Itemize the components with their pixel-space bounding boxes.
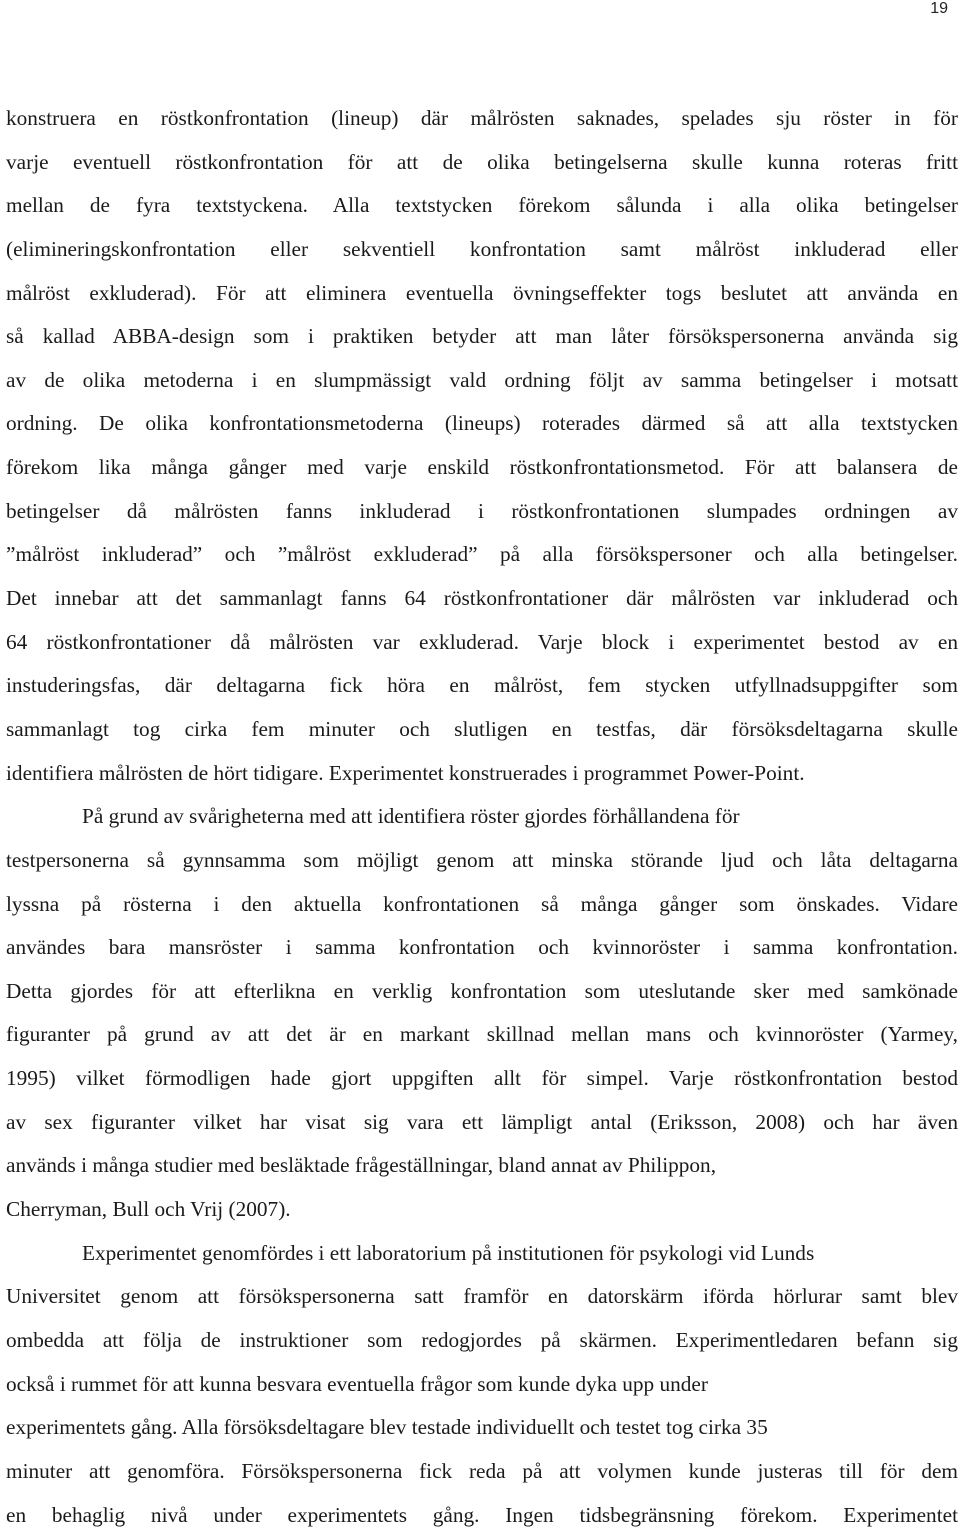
text-line: används i många studier med besläktade frågeställningar, bland annat av Philippon, [6,1144,958,1188]
paragraph-first-line: På grund av svårigheterna med att identifiera röster gjordes förhållandena för [6,795,958,839]
text-line: ”målröst inkluderad” och ”målröst exkluderad” på alla försökspersoner och alla betingelser. [6,533,958,577]
text-line: konstruera en röstkonfrontation (lineup) där målrösten saknades, spelades sju röster in för [6,97,958,141]
text-line: testpersonerna så gynnsamma som möjligt genom att minska störande ljud och låta deltagarna [6,839,958,883]
text-line: Cherryman, Bull och Vrij (2007). [6,1188,958,1232]
page-number: 19 [930,0,948,18]
text-line: så kallad ABBA-design som i praktiken betyder att man låter försökspersonerna använda sig [6,315,958,359]
text-line: användes bara mansröster i samma konfrontation och kvinnoröster i samma konfrontation. [6,926,958,970]
text-line: av de olika metoderna i en slumpmässigt vald ordning följt av samma betingelser i motsatt [6,359,958,403]
text-line: av sex figuranter vilket har visat sig vara ett lämpligt antal (Eriksson, 2008) och har även [6,1101,958,1145]
text-line: mellan de fyra textstyckena. Alla textstycken förekom sålunda i alla olika betingelser [6,184,958,228]
text-line: varje eventuell röstkonfrontation för att de olika betingelserna skulle kunna roteras fritt [6,141,958,185]
body-text [6,97,958,1537]
text-line: betingelser då målrösten fanns inkluderad i röstkonfrontationen slumpades ordningen av [6,490,958,534]
text-line: förekom lika många gånger med varje enskild röstkonfrontationsmetod. För att balansera de [6,446,958,490]
text-line: också i rummet för att kunna besvara eventuella frågor som kunde dyka upp under [6,1363,958,1407]
text-line: minuter att genomföra. Försökspersonerna fick reda på att volymen kunde justeras till för dem [6,1450,958,1494]
text-line: lyssna på rösterna i den aktuella konfrontationen så många gånger som önskades. Vidare [6,883,958,927]
text-line: identifiera målrösten de hört tidigare. Experimentet konstruerades i programmet Power-Point. [6,752,958,796]
text-line: experimentets gång. Alla försöksdeltagare blev testade individuellt och testet tog cirka 35 [6,1406,958,1450]
text-line: sammanlagt tog cirka fem minuter och slutligen en testfas, där försöksdeltagarna skulle [6,708,958,752]
text-line: ombedda att följa de instruktioner som redogjordes på skärmen. Experimentledaren befann sig [6,1319,958,1363]
paragraph-first-line: Experimentet genomfördes i ett laboratorium på institutionen för psykologi vid Lunds [6,1232,958,1276]
text-line: (elimineringskonfrontation eller sekventiell konfrontation samt målröst inkluderad eller [6,228,958,272]
text-line: figuranter på grund av att det är en markant skillnad mellan mans och kvinnoröster (Yarmey, [6,1013,958,1057]
text-line: 64 röstkonfrontationer då målrösten var exkluderad. Varje block i experimentet bestod av en [6,621,958,665]
text-line: målröst exkluderad). För att eliminera eventuella övningseffekter togs beslutet att använda en [6,272,958,316]
text-line: Universitet genom att försökspersonerna satt framför en datorskärm iförda hörlurar samt blev [6,1275,958,1319]
text-line: 1995) vilket förmodligen hade gjort uppgiften allt för simpel. Varje röstkonfrontation bestod [6,1057,958,1101]
text-line: Detta gjordes för att efterlikna en verklig konfrontation som uteslutande sker med samkönade [6,970,958,1014]
text-line: ordning. De olika konfrontationsmetoderna (lineups) roterades därmed så att alla textstycken [6,402,958,446]
text-line: Det innebar att det sammanlagt fanns 64 röstkonfrontationer där målrösten var inkluderad och [6,577,958,621]
text-line: en behaglig nivå under experimentets gång. Ingen tidsbegränsning förekom. Experimentet [6,1494,958,1537]
text-line: instuderingsfas, där deltagarna fick höra en målröst, fem stycken utfyllnadsuppgifter som [6,664,958,708]
